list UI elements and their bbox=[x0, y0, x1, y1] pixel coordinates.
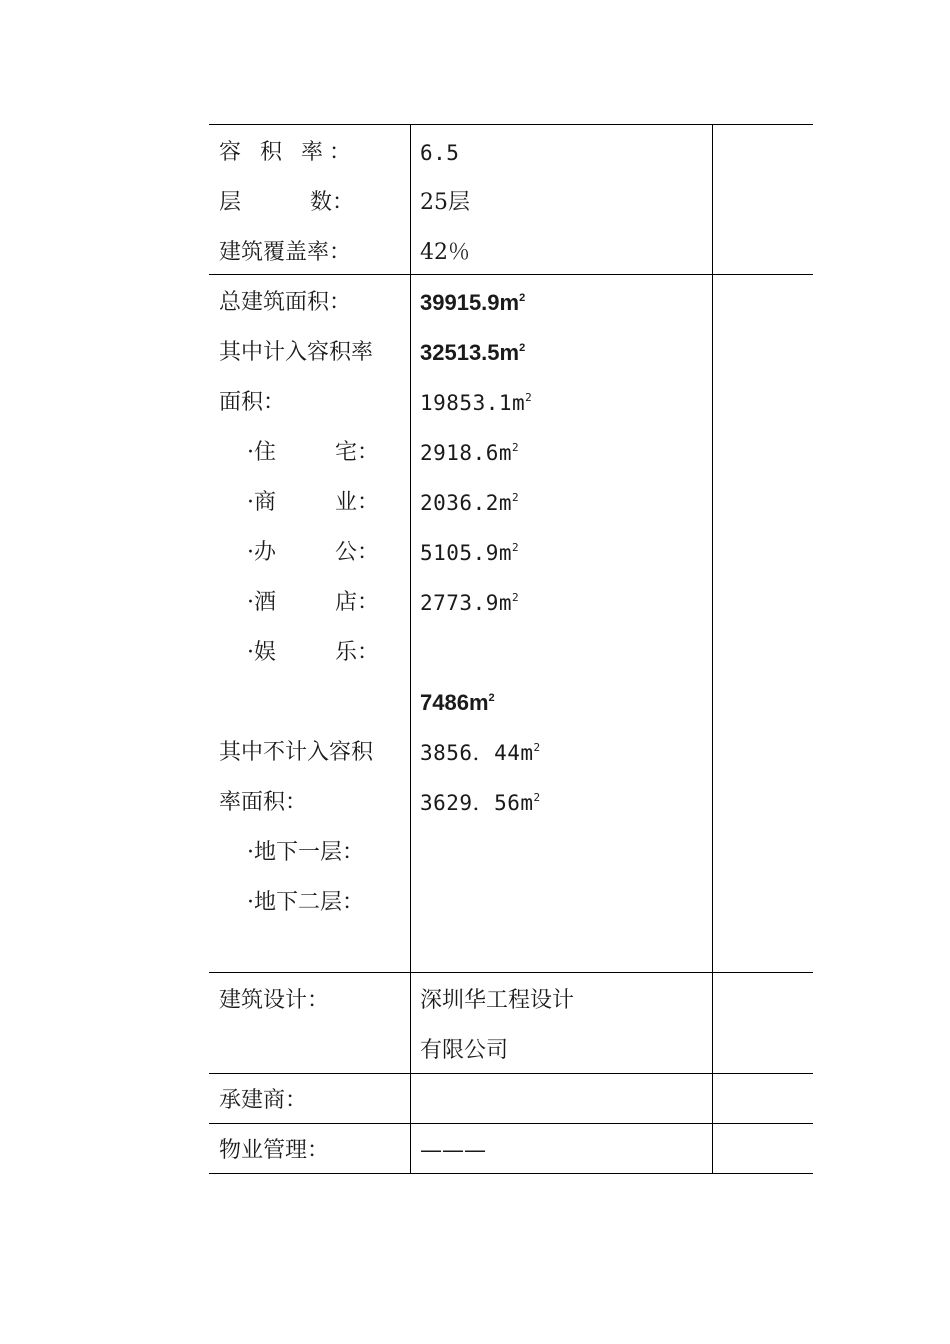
unit-exp: 2 bbox=[512, 491, 520, 504]
value-basement-1 bbox=[420, 728, 710, 778]
value-total-area-number: 39915.9 bbox=[420, 290, 500, 315]
value-coverage: 42％ bbox=[420, 240, 470, 265]
value-commercial bbox=[420, 428, 710, 478]
section1-labels bbox=[219, 128, 407, 278]
unit-exp: 2 bbox=[533, 791, 541, 804]
label-non-far-area-1: 其中不计入容积 bbox=[219, 740, 374, 765]
value-office bbox=[420, 478, 710, 528]
label-hotel: ·酒 店： bbox=[247, 590, 379, 615]
unit-exp: 2 bbox=[519, 342, 526, 354]
unit: m bbox=[498, 591, 513, 615]
label-floors-text: 层 数： bbox=[219, 190, 354, 215]
label-coverage: 建筑覆盖率： bbox=[219, 240, 352, 265]
label-residential: ·住 宅： bbox=[247, 440, 379, 465]
label-far-area-1: 其中计入容积率 bbox=[219, 340, 374, 365]
value-far-area-number: 32513.5 bbox=[420, 340, 500, 365]
unit-exp: 2 bbox=[512, 441, 520, 454]
unit-exp: 2 bbox=[519, 292, 526, 304]
label-non-far-area-2: 率面积： bbox=[219, 790, 308, 815]
label-far-area-2: 面积： bbox=[219, 390, 286, 415]
unit: m bbox=[499, 340, 520, 365]
unit: m bbox=[520, 741, 534, 765]
value-entertainment-number: 2773.9 bbox=[420, 591, 499, 615]
label-property-management: 物业管理： bbox=[219, 1138, 330, 1163]
value-commercial-number: 2918.6 bbox=[420, 441, 499, 465]
label-floors bbox=[219, 178, 354, 228]
unit: m bbox=[498, 441, 513, 465]
value-property-management: ——— bbox=[420, 1138, 486, 1163]
value-hotel bbox=[420, 528, 710, 578]
unit-exp: 2 bbox=[525, 391, 533, 404]
column-divider bbox=[410, 124, 411, 1174]
value-hotel-number: 5105.9 bbox=[420, 541, 499, 565]
table-divider bbox=[209, 972, 813, 973]
unit: m bbox=[512, 391, 526, 415]
value-floors: 25层 bbox=[420, 190, 470, 215]
label-contractor: 承建商： bbox=[219, 1088, 308, 1113]
section3-values bbox=[420, 976, 710, 1076]
unit-exp: 2 bbox=[512, 591, 520, 604]
section4-labels bbox=[219, 1076, 407, 1126]
value-basement-2 bbox=[420, 778, 710, 828]
unit-exp: 2 bbox=[512, 541, 520, 554]
value-design-firm-1: 深圳华工程设计 bbox=[420, 988, 575, 1013]
unit-exp: 2 bbox=[533, 741, 541, 754]
unit: m bbox=[499, 290, 520, 315]
label-commercial: ·商 业： bbox=[247, 490, 379, 515]
section2-labels bbox=[219, 278, 407, 928]
value-residential-number: 19853.1 bbox=[420, 391, 513, 415]
value-non-far-area bbox=[420, 678, 710, 728]
section4-values bbox=[420, 1076, 710, 1126]
section2-values bbox=[420, 278, 710, 828]
unit-exp: 2 bbox=[488, 692, 495, 704]
section5-values bbox=[420, 1126, 710, 1176]
label-basement-2: ·地下二层： bbox=[247, 890, 364, 915]
label-plot-ratio: 容 积 率： bbox=[219, 140, 357, 165]
value-residential bbox=[420, 378, 710, 428]
unit: m bbox=[498, 541, 513, 565]
label-architectural-design: 建筑设计： bbox=[219, 988, 330, 1013]
label-entertainment: ·娱 乐： bbox=[247, 640, 379, 665]
blank-line bbox=[420, 628, 710, 678]
value-office-number: 2036.2 bbox=[420, 491, 499, 515]
value-entertainment bbox=[420, 578, 710, 628]
value-design-firm-2: 有限公司 bbox=[420, 1038, 509, 1063]
value-contractor bbox=[420, 1076, 710, 1126]
blank-line bbox=[219, 678, 407, 728]
table-border-top bbox=[209, 124, 813, 125]
label-total-area: 总建筑面积： bbox=[219, 290, 352, 315]
value-basement-2-number: 3629．56 bbox=[420, 791, 521, 815]
value-basement-1-number: 3856．44 bbox=[420, 741, 521, 765]
unit: m bbox=[468, 690, 489, 715]
section1-values bbox=[420, 128, 710, 278]
value-plot-ratio: 6.5 bbox=[420, 141, 460, 165]
value-non-far-area-number: 7486 bbox=[420, 690, 469, 715]
value-total-area bbox=[420, 278, 710, 328]
label-office: ·办 公： bbox=[247, 540, 379, 565]
section5-labels bbox=[219, 1126, 407, 1176]
section3-labels bbox=[219, 976, 407, 1026]
unit: m bbox=[520, 791, 534, 815]
label-basement-1: ·地下一层： bbox=[247, 840, 364, 865]
column-divider bbox=[712, 124, 713, 1174]
value-far-area bbox=[420, 328, 710, 378]
unit: m bbox=[498, 491, 513, 515]
